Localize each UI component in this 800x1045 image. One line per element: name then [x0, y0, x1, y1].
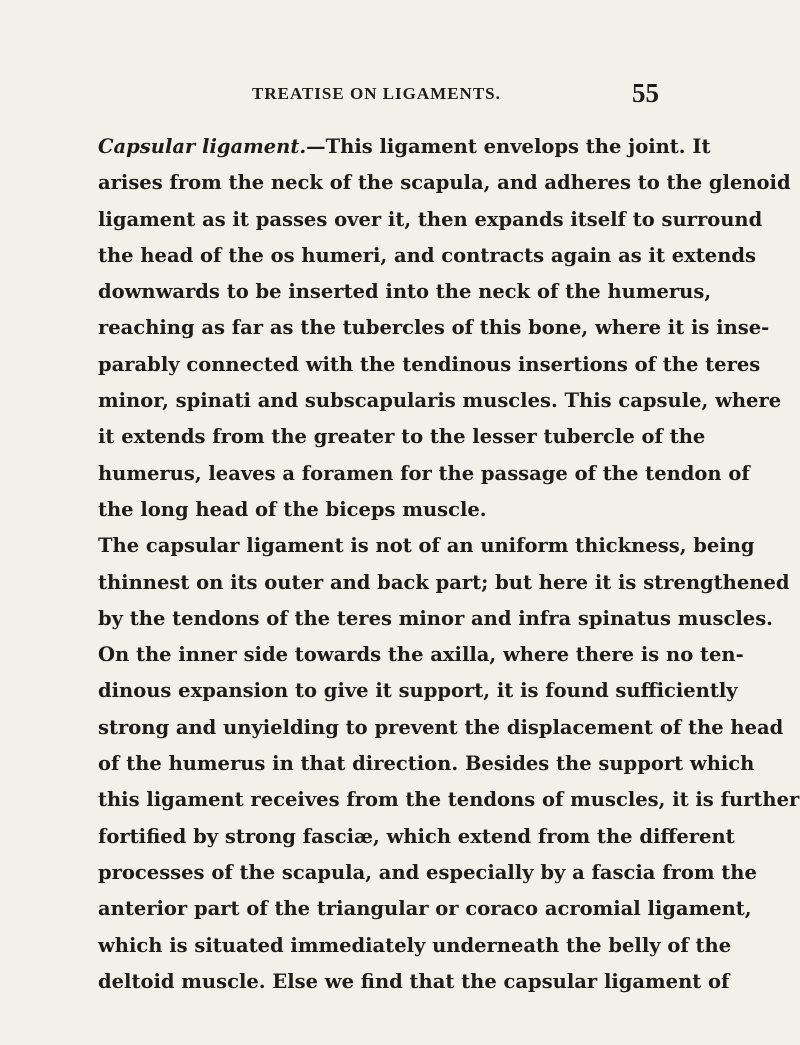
- running-head: [0, 78, 800, 108]
- text-line: deltoid muscle. Else we find that the capsular ligament of: [98, 969, 730, 993]
- text-line: it extends from the greater to the lesser tubercle of the: [98, 425, 706, 449]
- text-line: ligament as it passes over it, then expands itself to surround: [98, 207, 763, 231]
- text-line: the head of the os humeri, and contracts again as it extends: [98, 243, 756, 267]
- text-line: The capsular ligament is not of an uniform thickness, being: [98, 534, 755, 558]
- text-line: fortified by strong fasciæ, which extend from the different: [98, 824, 735, 848]
- text-line: [98, 129, 711, 165]
- text-line-content: —This ligament envelops the joint. It: [306, 135, 711, 158]
- text-line: the long head of the biceps muscle.: [98, 497, 487, 521]
- text-line: downwards to be inserted into the neck of the humerus,: [98, 280, 712, 304]
- text-line: reaching as far as the tubercles of this bone, where it is inse-: [98, 316, 770, 340]
- text-line: parably connected with the tendinous insertions of the teres: [98, 352, 761, 376]
- page-number: 55: [632, 78, 659, 108]
- text-line: strong and unyielding to prevent the displacement of the head: [98, 715, 784, 739]
- text-line: which is situated immediately underneath the belly of the: [98, 933, 732, 957]
- text-line: by the tendons of the teres minor and infra spinatus muscles.: [98, 606, 773, 630]
- text-line: humerus, leaves a foramen for the passage of the tendon of: [98, 461, 750, 485]
- text-line: On the inner side towards the axilla, where there is no ten-: [98, 643, 744, 667]
- running-title: TREATISE ON LIGAMENTS.: [252, 84, 501, 103]
- section-heading: Capsular ligament.: [98, 135, 307, 158]
- text-line: of the humerus in that direction. Besides the support which: [98, 752, 755, 776]
- text-line: this ligament receives from the tendons of muscles, it is further: [98, 788, 800, 812]
- body-text: [98, 129, 800, 1000]
- text-line: dinous expansion to give it support, it is found sufficiently: [98, 679, 738, 703]
- text-line: anterior part of the triangular or coraco acromial ligament,: [98, 897, 752, 921]
- text-line: minor, spinati and subscapularis muscles. This capsule, where: [98, 389, 782, 413]
- text-line: thinnest on its outer and back part; but here it is strengthened: [98, 570, 790, 594]
- text-line: processes of the scapula, and especially by a fascia from the: [98, 860, 757, 884]
- text-line: arises from the neck of the scapula, and adheres to the glenoid: [98, 171, 791, 195]
